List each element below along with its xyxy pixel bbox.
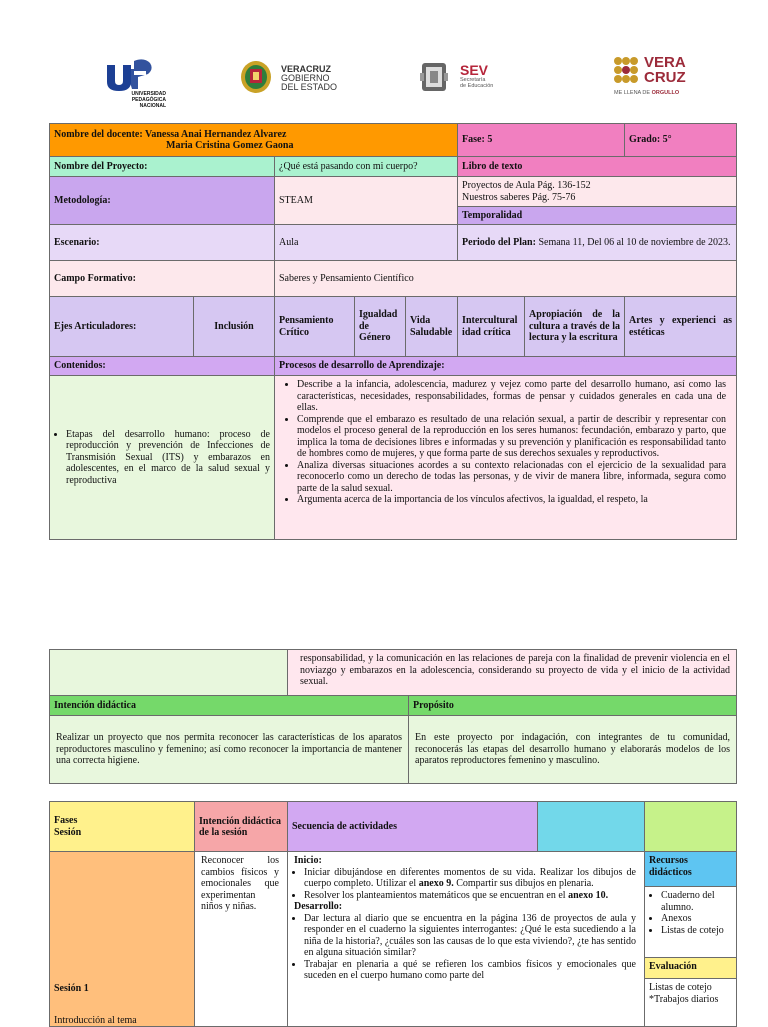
proceso-item: • Describe a la infancia, adolescencia, madurez y vejez como parte del desarrollo humano, así como las características, necesidades, responsabilidades, formas de pensar y cuidados generales en cada una de ellas. — [297, 379, 726, 414]
intencion-table — [49, 649, 737, 784]
sev-logo — [414, 57, 524, 97]
intencion-label: Intención didáctica — [50, 696, 409, 716]
escenario-value: Aula — [275, 225, 458, 261]
libro-label: Libro de texto — [458, 157, 737, 177]
evaluacion-text: Listas de cotejo *Trabajos diarios — [649, 982, 719, 1005]
secuencia-header: Secuencia de actividades — [288, 802, 538, 852]
campo-value: Saberes y Pensamiento Científico — [275, 261, 737, 297]
veracruz-gobierno-wordmark: VERACRUZ GOBIERNO DEL ESTADO — [281, 64, 338, 92]
upn-logo — [100, 55, 180, 110]
proyecto-label: Nombre del Proyecto: — [50, 157, 275, 177]
proceso-item: • Argumenta acerca de la importancia de los vínculos afectivos, la igualdad, el respeto, la — [297, 494, 726, 506]
escenario-label: Escenario: — [50, 225, 275, 261]
fases-sesion-header: Fases Sesión — [50, 802, 195, 852]
sev-wordmark: SEV Secretaría de Educación — [460, 62, 494, 89]
sesiones-table — [49, 801, 737, 1027]
recurso-item: • Cuaderno del alumno. — [661, 890, 732, 913]
intencion-text: Realizar un proyecto que nos permita reconocer las características de los aparatos reproductores masculino y femenino; así como reconocer la importancia de mantener una correcta higiene. — [50, 716, 409, 784]
proceso-item: • Analiza diversas situaciones acordes a su contexto relacionadas con el ejercicio de la sexualidad para reconocerlo como un derecho de todas las personas, y de vivir de manera libre, informada, segura como parte de la salud sexual. — [297, 460, 726, 495]
contenido-cell — [50, 376, 275, 540]
eje-vida-saludable: Vida Saludable — [406, 297, 458, 357]
recursos-label: Recursos didácticos — [645, 852, 736, 887]
eje-apropiacion-cultura: Apropiación de la cultura a través de la lectura y la escritura — [525, 297, 625, 357]
contenido-item: • Etapas del desarrollo humano: proceso de reproducción y prevención de Infecciones de Transmisión Sexual (ITS) y embarazos en adolescentes, en el marco de la salud sexual y reproductiva — [66, 429, 270, 487]
veracruz-gobierno-logo — [236, 57, 348, 97]
secuencia-cell — [288, 852, 645, 1027]
cyan-header-cell — [538, 802, 645, 852]
proposito-text: En este proyecto por indagación, con integrantes de tu comunidad, reconocerás las etapas del desarrollo humano y elaborarás modelos de los aparatos reproductores femenino y masculino. — [409, 716, 737, 784]
metodologia-value: STEAM — [275, 177, 458, 225]
fase-cell: Fase: 5 — [458, 124, 625, 157]
procesos-label: Procesos de desarrollo de Aprendizaje: — [275, 357, 737, 376]
header-logos — [0, 45, 768, 115]
intencion-sesion-text: Reconocer los cambios físicos y emocionales que experimentan niños y niñas. — [195, 852, 288, 1027]
inicio-item: • Iniciar dibujándose en diferentes momentos de su vida. Realizar los dibujos de cuerpo completo. Utilizar el anexo 9. Compartir sus dibujos en plenaria. — [304, 867, 636, 890]
sesion-cell — [50, 852, 195, 1027]
sesion-title: Sesión 1 — [54, 983, 89, 994]
eje-inclusion: Inclusión — [194, 297, 275, 357]
proceso-item: • Comprende que el embarazo es resultado de una relación sexual, a partir de describir y representar con modelos el proceso general de la reproducción en los seres humanos: fecundación, embarazo y parto, que implica la toma de decisiones libres e informadas y su prevención y planificación es responsabilidad tanto de hombres como de mujeres, y que forma parte de sus derechos sexuales y reproductivos. — [297, 414, 726, 460]
floral-emblem-icon — [612, 55, 640, 85]
procesos-continuation: responsabilidad, y la comunicación en las relaciones de pareja con la finalidad de prevenir violencia en el noviazgo y embarazos en la adolescencia, considerando su proyecto de vida y el inicio de la actividad sexual. — [288, 650, 737, 696]
ejes-label: Ejes Articuladores: — [50, 297, 194, 357]
veracruz-logo — [612, 53, 712, 105]
temporalidad-label: Temporalidad — [458, 207, 737, 225]
recurso-item: • Listas de cotejo — [661, 925, 732, 937]
desarrollo-item: • Trabajar en plenaria a qué se refieren los cambios físicos y emocionales que suceden en el cuerpo humano como parte del — [304, 959, 636, 982]
evaluacion-label: Evaluación — [645, 958, 736, 979]
docente-cell: Nombre del docente: Vanessa Anai Hernandez Alvarez Maria Cristina Gomez Gaona — [50, 124, 458, 157]
eje-interculturalidad: Intercultural idad crítica — [458, 297, 525, 357]
proyecto-value: ¿Qué está pasando con mi cuerpo? — [275, 157, 458, 177]
planning-table — [49, 123, 737, 540]
recurso-item: • Anexos — [661, 913, 732, 925]
recursos-list — [645, 887, 736, 958]
coat-of-arms-icon — [238, 59, 274, 95]
inicio-item: • Resolver los planteamientos matemáticos que se encuentran en el anexo 10. — [304, 890, 636, 902]
empty-contenido-cell — [50, 650, 288, 696]
lime-header-cell — [645, 802, 737, 852]
intencion-sesion-header: Intención didáctica de la sesión — [195, 802, 288, 852]
upn-wordmark: UNIVERSIDAD PEDAGÓGICA NACIONAL — [131, 91, 166, 109]
recursos-evaluacion-cell — [645, 852, 737, 1027]
veracruz-motto: ME LLENA DE ORGULLO — [614, 90, 680, 96]
veracruz-wordmark: VERA CRUZ — [644, 54, 686, 86]
sesion-tema: Introducción al tema — [54, 1014, 137, 1026]
contenidos-label: Contenidos: — [50, 357, 275, 376]
proposito-label: Propósito — [409, 696, 737, 716]
periodo-cell: Periodo del Plan: Semana 11, Del 06 al 10 de noviembre de 2023. — [458, 225, 737, 261]
desarrollo-item: • Dar lectura al diario que se encuentra en la página 136 de proyectos de aula y responder en el cuaderno la siguientes interrogantes: ¿Qué le esta sucediendo a la niña de la historia?, ¿cuáles son las causas de lo que esta viviendo?, ¿te has sentido en alguna situación similar? — [304, 913, 636, 959]
upn-emblem-icon — [104, 55, 154, 93]
grado-cell: Grado: 5° — [625, 124, 737, 157]
campo-label: Campo Formativo: — [50, 261, 275, 297]
inicio-label: Inicio: — [294, 855, 322, 866]
procesos-cell — [275, 376, 737, 540]
eje-igualdad-genero: Igualdad de Género — [355, 297, 406, 357]
desarrollo-label: Desarrollo: — [294, 901, 343, 912]
libro-value: Proyectos de Aula Pág. 136-152 Nuestros saberes Pág. 75-76 — [458, 177, 737, 207]
eje-pensamiento-critico: Pensamiento Crítico — [275, 297, 355, 357]
sev-emblem-icon — [416, 59, 452, 95]
metodologia-label: Metodología: — [50, 177, 275, 225]
eje-artes: Artes y experienci as estéticas — [625, 297, 737, 357]
